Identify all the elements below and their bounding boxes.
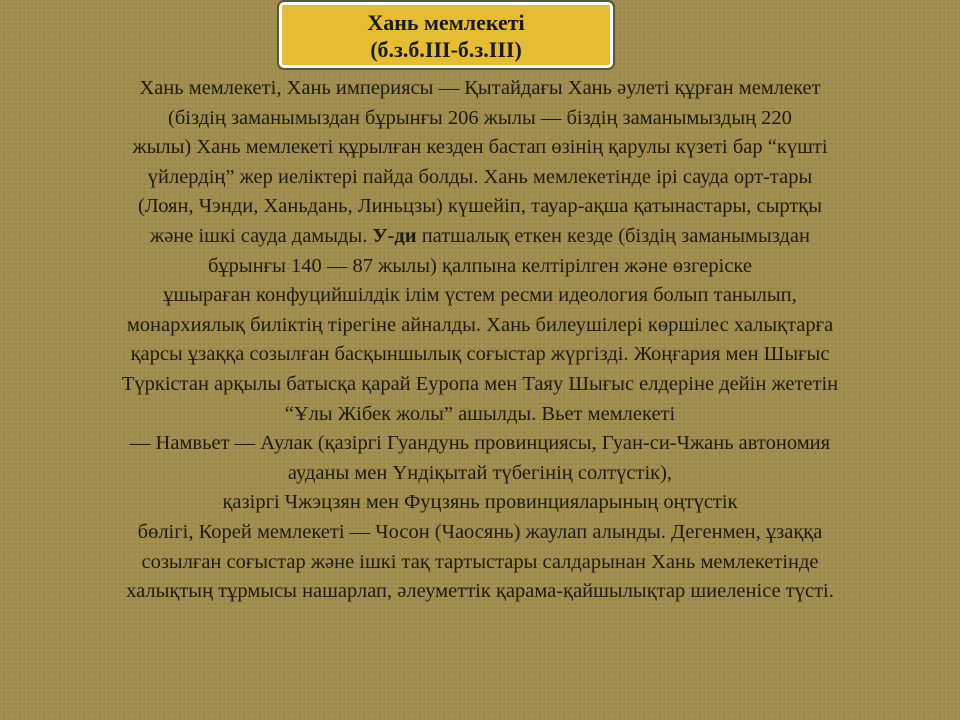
title-line-2: (б.з.б.III-б.з.III) bbox=[370, 37, 522, 62]
body-line-13: — Намвьет — Аулак (қазіргі Гуандунь провинциясы, Гуан-си-Чжань автономия bbox=[129, 432, 831, 455]
body-line-12: “Ұлы Жібек жолы” ашылды. Вьет мемлекеті bbox=[284, 402, 676, 425]
body-line-10: қарсы ұзаққа созылған басқыншылық соғыстар жүргізді. Жоңғария мен Шығыс bbox=[130, 343, 830, 366]
title-line-1: Хань мемлекеті bbox=[367, 10, 525, 35]
body-text bbox=[8, 74, 952, 607]
body-line-5: (Лоян, Чэнди, Ханьдань, Линьцзы) күшейіп, тауар-ақша қатынастары, сыртқы bbox=[137, 195, 823, 218]
body-line-6-post: патшалық еткен кезде (біздің заманымыздан bbox=[416, 224, 810, 247]
body-line-9: монархиялық биліктің тірегіне айналды. Хань билеушілері көршілес халықтарға bbox=[126, 313, 834, 336]
body-line-2: (біздің заманымыздан бұрынғы 206 жылы — біздің заманымыздың 220 bbox=[168, 106, 792, 129]
body-line-14: ауданы мен Үндіқытай түбегінің солтүстік), bbox=[287, 461, 673, 484]
ruler-name-u-di: У-ди bbox=[372, 224, 417, 247]
body-line-18: халықтың тұрмысы нашарлап, әлеуметтік қарама-қайшылықтар шиеленісе түсті. bbox=[126, 580, 834, 603]
body-line-1: Хань мемлекеті, Хань империясы — Қытайдағы Хань әулеті құрған мемлекет bbox=[139, 77, 821, 99]
title-box bbox=[279, 2, 613, 68]
body-line-6-pre: және ішкі сауда дамыды. bbox=[150, 224, 373, 247]
body-line-15: қазіргі Чжэцзян мен Фуцзянь провинцияларының оңтүстік bbox=[222, 491, 738, 514]
body-line-8: ұшыраған конфуцийшілдік ілім үстем ресми идеология болып танылып, bbox=[163, 284, 797, 307]
body-line-17: созылған соғыстар және ішкі тақ тартыстары салдарынан Хань мемлекетінде bbox=[141, 550, 819, 573]
body-line-3: жылы) Хань мемлекеті құрылған кезден бастап өзінің қарулы күзеті бар “күшті bbox=[132, 136, 828, 159]
body-line-4: үйлердің” жер иеліктері пайда болды. Хань мемлекетінде ірі сауда орт-тары bbox=[147, 165, 813, 188]
body-line-7: бұрынғы 140 — 87 жылы) қалпына келтірілген және өзгеріске bbox=[208, 254, 752, 277]
body-line-11: Түркістан арқылы батысқа қарай Еуропа мен Таяу Шығыс елдеріне дейін жететін bbox=[121, 372, 839, 395]
body-line-6 bbox=[8, 222, 952, 252]
body-line-16: бөлігі, Корей мемлекеті — Чосон (Чаосянь) жаулап алынды. Дегенмен, ұзаққа bbox=[137, 520, 823, 543]
